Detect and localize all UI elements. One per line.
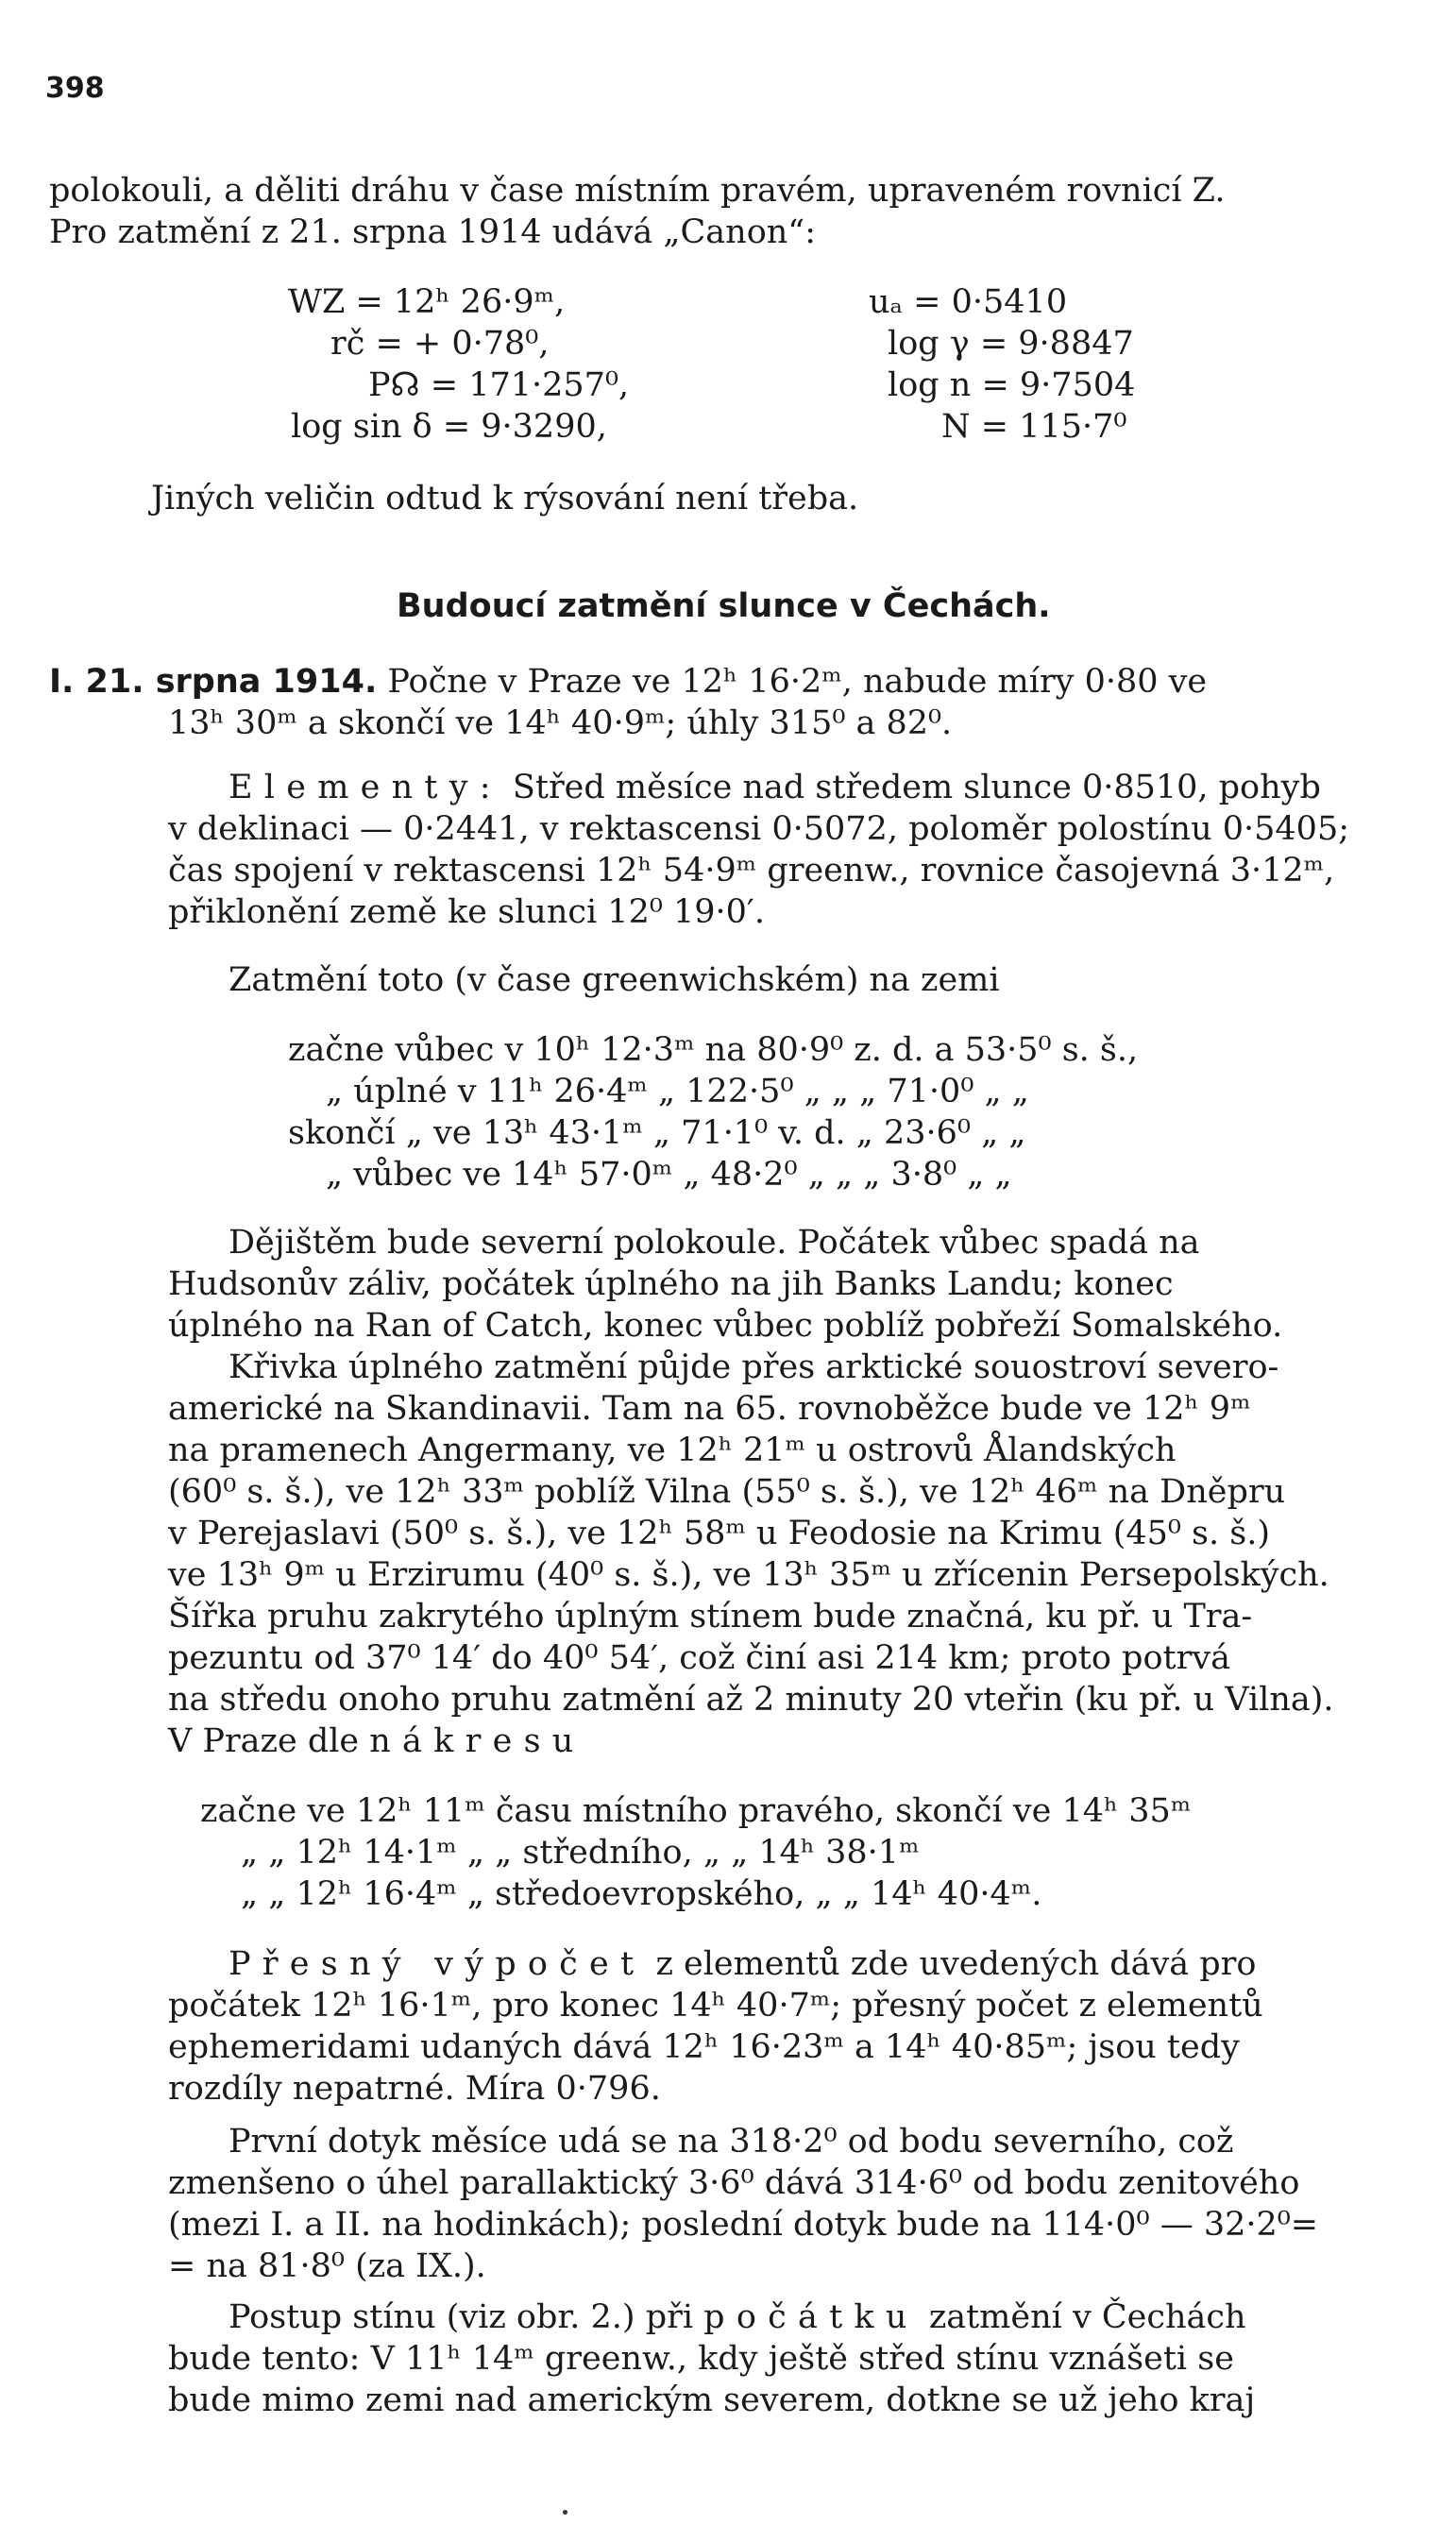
text-line: ephemeridami udaných dává 12ʰ 16·23ᵐ a 14ʰ 40·85ᵐ; jsou tedy bbox=[168, 2028, 1240, 2066]
text-line: Hudsonův záliv, počátek úplného na jih Banks Landu; konec bbox=[168, 1265, 1174, 1303]
canon-right-line: uₐ = 0·5410 bbox=[869, 283, 1068, 321]
text-line: na středu onoho pruhu zatmění až 2 minuty 20 vteřin (ku př. u Vilna). bbox=[168, 1681, 1334, 1719]
postup-lead: Postup stínu (viz obr. 2.) při bbox=[229, 2298, 704, 2336]
text-line bbox=[168, 1720, 585, 1762]
elements-text: Střed měsíce nad středem slunce 0·8510, pohyb bbox=[501, 769, 1321, 806]
praha-lead: V Praze dle bbox=[168, 1722, 370, 1760]
phase-line: „ vůbec ve 14ʰ 57·0ᵐ „ 48·2⁰ „ „ „ 3·8⁰ „ „ bbox=[326, 1156, 1012, 1194]
text-line: (60⁰ s. š.), ve 12ʰ 33ᵐ poblíž Vilna (55⁰ s. š.), ve 12ʰ 46ᵐ na Dněpru bbox=[168, 1473, 1286, 1511]
text-line: Zatmění toto (v čase greenwichském) na zemi bbox=[229, 961, 1000, 999]
text-line: čas spojení v rektascensi 12ʰ 54·9ᵐ greenw., rovnice časojevná 3·12ᵐ, bbox=[168, 852, 1335, 890]
canon-right-line: log n = 9·7504 bbox=[888, 366, 1136, 404]
print-speck bbox=[563, 2510, 567, 2515]
text-line: americké na Skandinavii. Tam na 65. rovnoběžce bude ve 12ʰ 9ᵐ bbox=[168, 1390, 1251, 1428]
text-line: v deklinaci — 0·2441, v rektascensi 0·5072, poloměr polostínu 0·5405; bbox=[168, 810, 1350, 848]
elements-label: Elementy: bbox=[229, 769, 502, 806]
text-line: Pro zatmění z 21. srpna 1914 udává „Canon“: bbox=[49, 213, 816, 251]
section-label: I. 21. srpna 1914. bbox=[49, 663, 378, 701]
phase-line: „ úplné v 11ʰ 26·4ᵐ „ 122·5⁰ „ „ „ 71·0⁰ „ „ bbox=[326, 1073, 1029, 1110]
text-line: přiklonění země ke slunci 12⁰ 19·0′. bbox=[168, 893, 765, 931]
praha-word: nákresu bbox=[369, 1722, 585, 1760]
section-text: Počne v Praze ve 12ʰ 16·2ᵐ, nabude míry 0·80 ve bbox=[377, 663, 1208, 701]
text-line: polokouli, a děliti dráhu v čase místním pravém, upraveném rovnicí Z. bbox=[49, 172, 1226, 210]
text-line: ve 13ʰ 9ᵐ u Erzirumu (40⁰ s. š.), ve 13ʰ 35ᵐ u zřícenin Persepolských. bbox=[168, 1556, 1329, 1594]
text-line: bude mimo zemi nad americkým severem, dotkne se už jeho kraj bbox=[168, 2381, 1256, 2419]
presny-word: Přesný výpočet bbox=[229, 1945, 646, 1983]
text-line bbox=[229, 767, 1321, 808]
text-line: První dotyk měsíce udá se na 318·2⁰ od bodu severního, což bbox=[229, 2123, 1234, 2161]
text-line: Dějištěm bude severní polokoule. Počátek vůbec spadá na bbox=[229, 1224, 1200, 1262]
section-heading: Budoucí zatmění slunce v Čechách. bbox=[397, 587, 1051, 625]
text-line: (mezi I. a II. na hodinkách); poslední dotyk bude na 114·0⁰ — 32·2⁰= bbox=[168, 2206, 1319, 2244]
canon-left-line: WZ = 12ʰ 26·9ᵐ, bbox=[288, 283, 566, 321]
phase-line: skončí „ ve 13ʰ 43·1ᵐ „ 71·1⁰ v. d. „ 23·6⁰ „ „ bbox=[288, 1114, 1026, 1152]
text-line: Jiných veličin odtud k rýsování není třeba. bbox=[151, 480, 859, 517]
text-line: Šířka pruhu zakrytého úplným stínem bude značná, ku př. u Tra- bbox=[168, 1598, 1253, 1635]
text-line bbox=[49, 661, 1207, 703]
postup-text: zatmění v Čechách bbox=[918, 2298, 1246, 2336]
text-line: rozdíly nepatrné. Míra 0·796. bbox=[168, 2070, 661, 2108]
text-line: úplného na Ran of Catch, konec vůbec poblíž pobřeží Somalského. bbox=[168, 1307, 1283, 1345]
text-line: počátek 12ʰ 16·1ᵐ, pro konec 14ʰ 40·7ᵐ; přesný počet z elementů bbox=[168, 1987, 1263, 2025]
praha-time-line: „ „ 12ʰ 14·1ᵐ „ „ středního, „ „ 14ʰ 38·1ᵐ bbox=[241, 1834, 920, 1872]
text-line: pezuntu od 37⁰ 14′ do 40⁰ 54′, což činí asi 214 km; proto potrvá bbox=[168, 1639, 1230, 1677]
text-line: Křivka úplného zatmění půjde přes arktické souostroví severo- bbox=[229, 1348, 1279, 1386]
text-line bbox=[229, 2296, 1246, 2338]
text-line bbox=[229, 1943, 1256, 1985]
presny-text: z elementů zde uvedených dává pro bbox=[645, 1945, 1257, 1983]
canon-left-line: P☊ = 171·257⁰, bbox=[368, 366, 630, 404]
text-line: = na 81·8⁰ (za IX.). bbox=[168, 2247, 486, 2285]
canon-right-line: N = 115·7⁰ bbox=[941, 408, 1127, 446]
canon-right-line: log γ = 9·8847 bbox=[888, 325, 1134, 363]
praha-time-line: „ „ 12ʰ 16·4ᵐ „ středoevropského, „ „ 14ʰ 40·4ᵐ. bbox=[241, 1875, 1042, 1913]
postup-word: počátku bbox=[703, 2298, 919, 2336]
praha-time-line: začne ve 12ʰ 11ᵐ času místního pravého, skončí ve 14ʰ 35ᵐ bbox=[200, 1792, 1192, 1830]
canon-left-line: log sin δ = 9·3290, bbox=[291, 408, 607, 446]
text-line: 13ʰ 30ᵐ a skončí ve 14ʰ 40·9ᵐ; úhly 315⁰ a 82⁰. bbox=[168, 704, 953, 742]
text-line: bude tento: V 11ʰ 14ᵐ greenw., kdy ještě střed stínu vznášeti se bbox=[168, 2340, 1234, 2378]
page-number: 398 bbox=[45, 72, 105, 105]
phase-line: začne vůbec v 10ʰ 12·3ᵐ na 80·9⁰ z. d. a 53·5⁰ s. š., bbox=[288, 1031, 1139, 1069]
text-line: zmenšeno o úhel parallaktický 3·6⁰ dává 314·6⁰ od bodu zenitového bbox=[168, 2164, 1300, 2202]
text-line: v Perejaslavi (50⁰ s. š.), ve 12ʰ 58ᵐ u Feodosie na Krimu (45⁰ s. š.) bbox=[168, 1515, 1271, 1552]
text-line: na pramenech Angermany, ve 12ʰ 21ᵐ u ostrovů Ålandských bbox=[168, 1432, 1177, 1469]
canon-left-line: rč = + 0·78⁰, bbox=[330, 325, 550, 363]
